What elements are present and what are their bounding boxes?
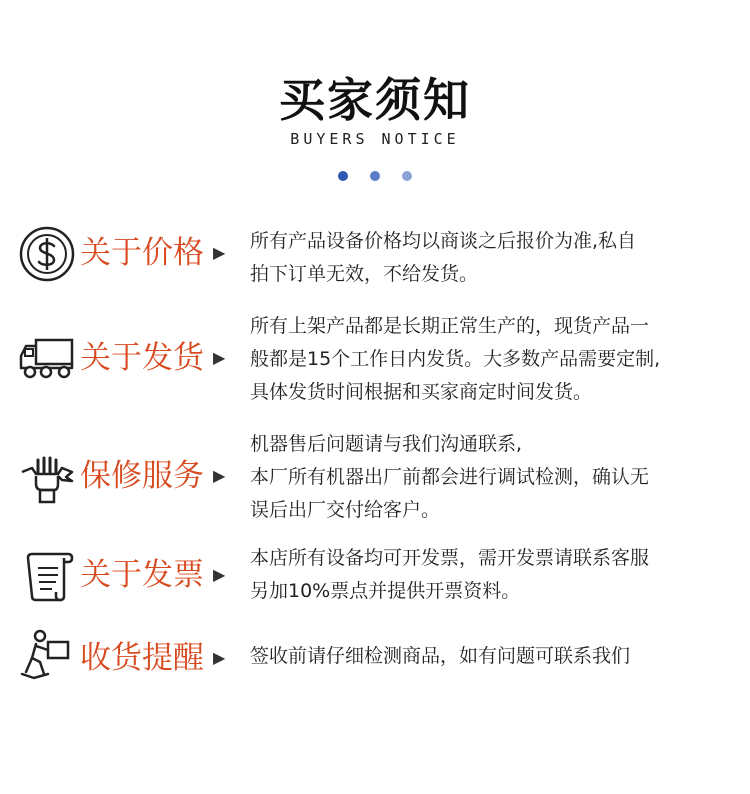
section-description: 签收前请仔细检测商品，如有问题可联系我们 (250, 645, 631, 667)
section-description: 本店所有设备均可开发票，需开发票请联系客服 另加10%票点并提供开票资料。 (250, 547, 650, 602)
dot-3 (402, 171, 412, 181)
section-description: 所有上架产品都是长期正常生产的，现货产品一 般都是15个工作日内发货。大多数产品需要定制, 具体发货时间根据和买家商定时间发货。 (250, 315, 661, 403)
section-label: 关于发票 (80, 557, 204, 593)
arrow-icon: ▶ (213, 466, 226, 485)
section-label: 保修服务 (80, 458, 204, 494)
delivery-truck-icon (18, 332, 76, 390)
dot-2 (370, 171, 380, 181)
section-label: 关于发货 (80, 340, 204, 376)
arrow-icon: ▶ (213, 565, 226, 584)
section-label: 收货提醒 (80, 640, 204, 676)
decorative-dots (0, 166, 750, 185)
page-title: 买家须知 (279, 73, 471, 127)
page-subtitle: BUYERS NOTICE (290, 130, 460, 148)
section-label: 关于价格 (80, 235, 204, 271)
invoice-scroll-icon (18, 548, 76, 606)
arrow-icon: ▶ (213, 243, 226, 262)
dollar-coin-icon (18, 225, 76, 283)
repair-wrench-icon (18, 450, 76, 508)
arrow-icon: ▶ (213, 348, 226, 367)
section-description: 机器售后问题请与我们沟通联系, 本厂所有机器出厂前都会进行调试检测，确认无 误后出厂交付给客户。 (250, 433, 650, 521)
section-description: 所有产品设备价格均以商谈之后报价为准,私自 拍下订单无效，不给发货。 (250, 230, 637, 285)
dot-1 (338, 171, 348, 181)
arrow-icon: ▶ (213, 648, 226, 667)
courier-person-icon (18, 628, 76, 686)
